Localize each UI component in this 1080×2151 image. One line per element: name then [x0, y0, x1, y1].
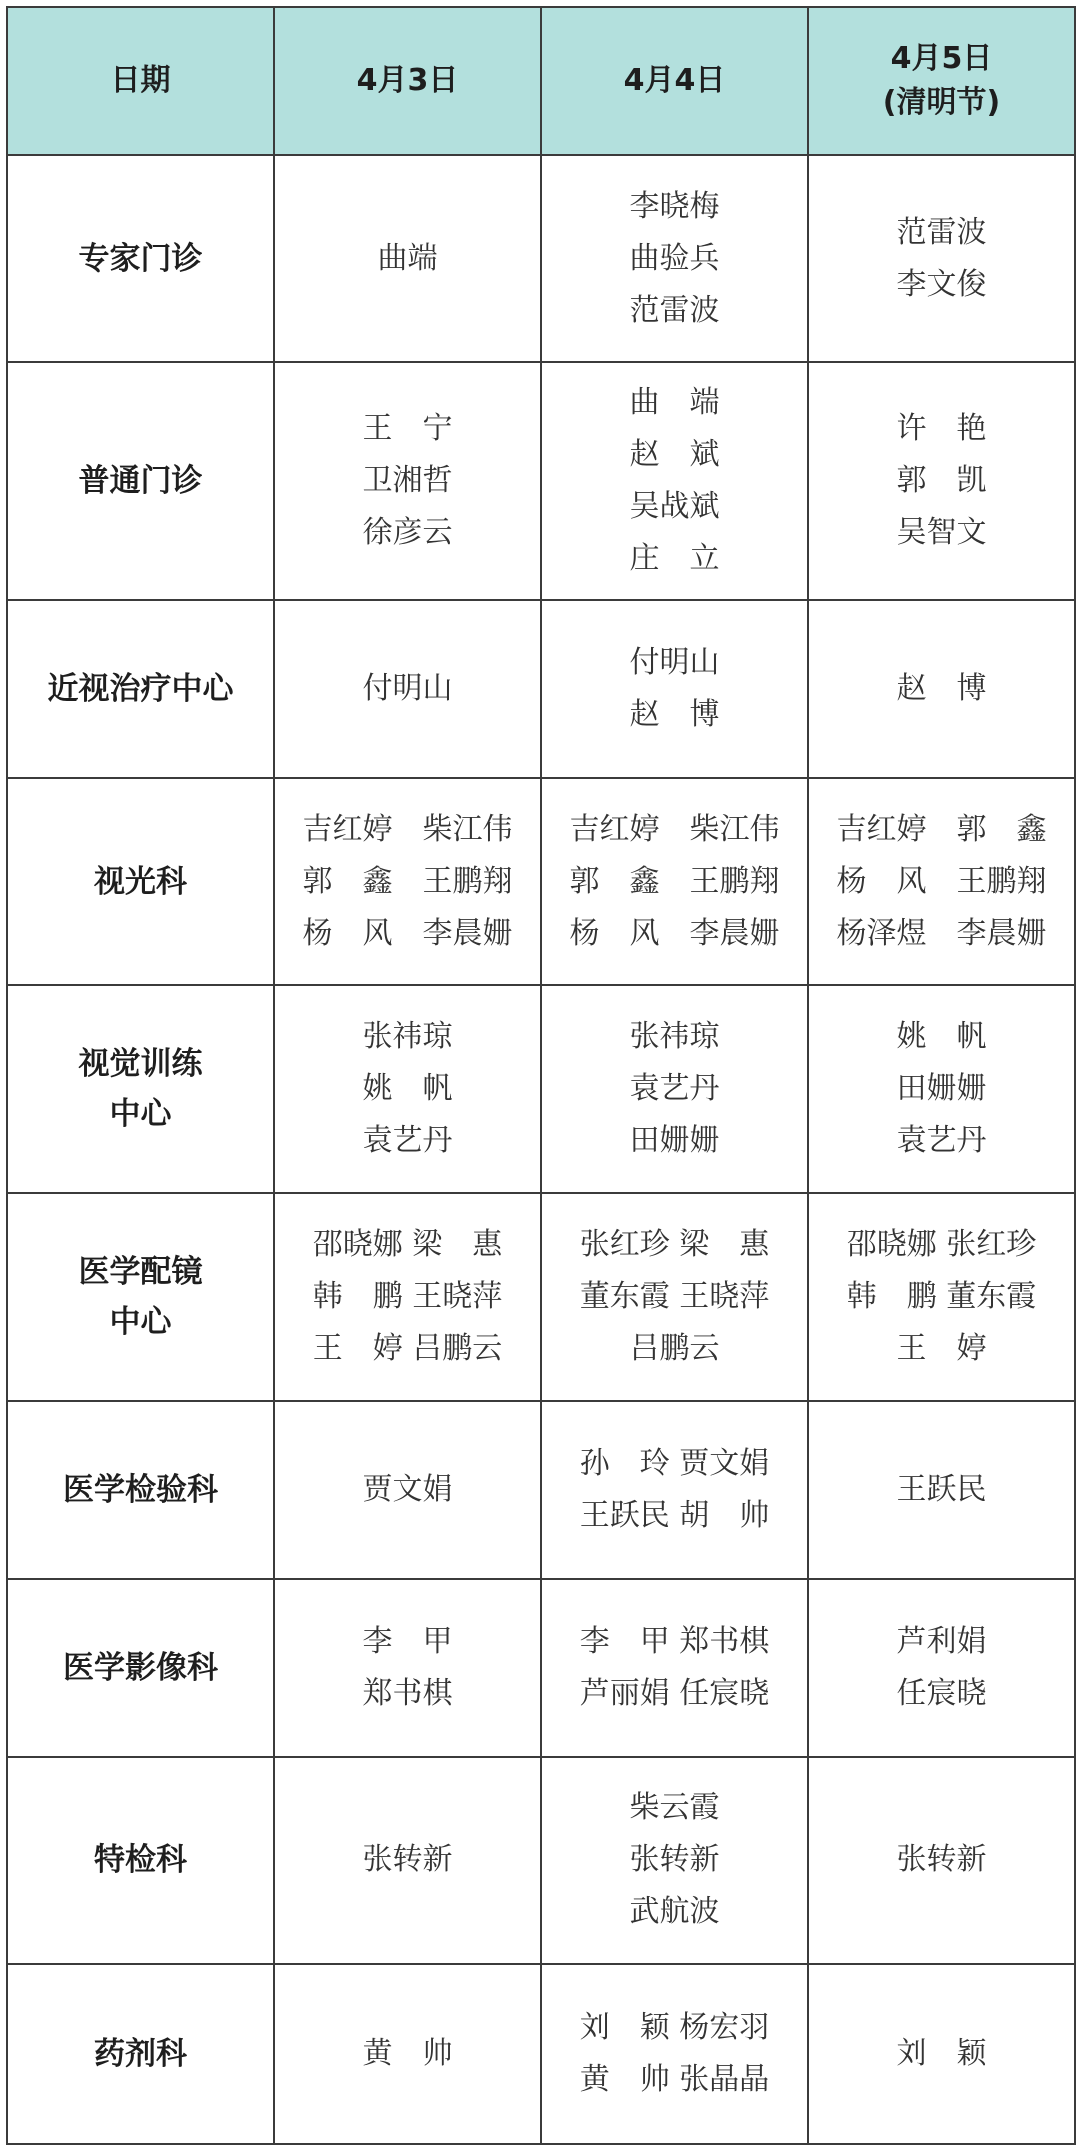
staff-names: 吉红婷 郭 鑫	[836, 811, 1047, 847]
staff-cell-day-2	[541, 1579, 808, 1757]
staff-cell-day-3	[808, 1579, 1075, 1757]
staff-names: 郭 鑫 王鹏翔	[302, 863, 513, 899]
staff-cell-day-3	[808, 1401, 1075, 1579]
table-row	[7, 1579, 1075, 1757]
staff-cell-day-2	[541, 985, 808, 1193]
staff-names: 袁艺丹	[896, 1123, 987, 1159]
table-row	[7, 1401, 1075, 1579]
header-day-1	[274, 7, 541, 155]
staff-names: 王 婷	[896, 1331, 987, 1367]
staff-names: 付明山	[362, 671, 453, 707]
staff-names: 韩 鹏 王晓萍	[312, 1279, 503, 1315]
staff-names: 郑书棋	[362, 1675, 453, 1711]
staff-names: 李 甲 郑书棋	[579, 1623, 770, 1659]
department-cell	[7, 985, 274, 1193]
header-day-3-holiday: (清明节)	[882, 85, 1001, 120]
department-cell	[7, 1757, 274, 1964]
table-row	[7, 1964, 1075, 2144]
staff-names: 田姗姗	[896, 1071, 987, 1107]
table-body	[7, 155, 1075, 2144]
department-cell	[7, 362, 274, 600]
department-cell	[7, 155, 274, 362]
staff-names: 卫湘哲	[362, 463, 453, 499]
staff-names: 袁艺丹	[629, 1071, 720, 1107]
staff-names: 吉红婷 柴江伟	[569, 811, 780, 847]
table-row	[7, 155, 1075, 362]
staff-cell-day-3	[808, 985, 1075, 1193]
staff-cell-day-1	[274, 1193, 541, 1400]
staff-cell-day-2	[541, 1757, 808, 1964]
staff-cell-day-3	[808, 155, 1075, 362]
department-name: 视光科	[94, 863, 187, 900]
header-date-text: 日期	[110, 63, 171, 98]
staff-names: 李文俊	[896, 266, 987, 302]
department-name: 近视治疗中心	[47, 671, 234, 708]
staff-names: 郭 凯	[896, 463, 987, 499]
staff-names: 赵 博	[896, 671, 987, 707]
staff-names: 杨 风 李晨姗	[302, 915, 513, 951]
department-name: 特检科	[94, 1842, 187, 1879]
header-row	[7, 7, 1075, 155]
staff-names: 张红珍 梁 惠	[579, 1227, 770, 1263]
department-cell	[7, 1579, 274, 1757]
staff-names: 付明山	[629, 645, 720, 681]
department-name: 医学影像科	[63, 1649, 218, 1686]
staff-names: 赵 博	[629, 697, 720, 733]
staff-names: 柴云霞	[629, 1790, 720, 1826]
staff-names: 李晓梅	[629, 188, 720, 224]
staff-names: 范雷波	[629, 292, 720, 328]
staff-cell-day-1	[274, 600, 541, 778]
department-name: 普通门诊	[78, 463, 203, 500]
staff-cell-day-3	[808, 1964, 1075, 2144]
staff-cell-day-1	[274, 362, 541, 600]
header-date-label	[7, 7, 274, 155]
staff-names: 范雷波	[896, 214, 987, 250]
staff-names: 赵 斌	[629, 437, 720, 473]
staff-names: 庄 立	[629, 541, 720, 577]
staff-names: 张转新	[362, 1842, 453, 1878]
department-cell	[7, 1193, 274, 1400]
staff-names: 吴智文	[896, 515, 987, 551]
department-name: 视觉训练	[78, 1046, 203, 1083]
department-cell	[7, 778, 274, 985]
staff-cell-day-2	[541, 155, 808, 362]
staff-names: 吉红婷 柴江伟	[302, 811, 513, 847]
department-name: 中心	[109, 1096, 172, 1133]
staff-cell-day-1	[274, 985, 541, 1193]
staff-cell-day-3	[808, 362, 1075, 600]
staff-names: 姚 帆	[362, 1071, 453, 1107]
header-day-2-text: 4月4日	[623, 63, 726, 98]
staff-cell-day-2	[541, 778, 808, 985]
staff-cell-day-2	[541, 1193, 808, 1400]
staff-names: 董东霞 王晓萍	[579, 1279, 770, 1315]
header-day-1-text: 4月3日	[356, 63, 459, 98]
staff-names: 袁艺丹	[362, 1123, 453, 1159]
staff-names: 张转新	[896, 1842, 987, 1878]
staff-names: 武航波	[629, 1894, 720, 1930]
staff-cell-day-3	[808, 1757, 1075, 1964]
department-name: 医学配镜	[78, 1254, 203, 1291]
staff-names: 田姗姗	[629, 1123, 720, 1159]
staff-names: 杨 风 李晨姗	[569, 915, 780, 951]
staff-names: 许 艳	[896, 411, 987, 447]
table-row	[7, 600, 1075, 778]
staff-names: 任宸晓	[896, 1675, 987, 1711]
staff-names: 曲验兵	[629, 240, 720, 276]
staff-names: 姚 帆	[896, 1019, 987, 1055]
staff-names: 吴战斌	[629, 489, 720, 525]
staff-names: 邵晓娜 张红珍	[846, 1227, 1037, 1263]
staff-cell-day-3	[808, 600, 1075, 778]
staff-cell-day-2	[541, 600, 808, 778]
staff-names: 王 宁	[362, 411, 453, 447]
department-name: 专家门诊	[78, 240, 203, 277]
staff-names: 刘 颖 杨宏羽	[579, 2009, 770, 2045]
department-name: 药剂科	[94, 2035, 187, 2072]
staff-cell-day-3	[808, 1193, 1075, 1400]
staff-names: 张转新	[629, 1842, 720, 1878]
staff-names: 王跃民 胡 帅	[579, 1497, 770, 1533]
staff-names: 曲 端	[629, 385, 720, 421]
staff-cell-day-1	[274, 1964, 541, 2144]
staff-names: 芦丽娟 任宸晓	[579, 1675, 770, 1711]
staff-names: 张祎琼	[362, 1019, 453, 1055]
staff-cell-day-2	[541, 1401, 808, 1579]
department-name: 医学检验科	[63, 1471, 218, 1508]
department-name: 中心	[109, 1304, 172, 1341]
staff-names: 张祎琼	[629, 1019, 720, 1055]
header-day-3-text: 4月5日	[890, 41, 993, 76]
staff-names: 郭 鑫 王鹏翔	[569, 863, 780, 899]
staff-cell-day-1	[274, 1757, 541, 1964]
staff-names: 吕鹏云	[629, 1331, 720, 1367]
header-day-3	[808, 7, 1075, 155]
staff-names: 邵晓娜 梁 惠	[312, 1227, 503, 1263]
staff-names: 王 婷 吕鹏云	[312, 1331, 503, 1367]
staff-names: 刘 颖	[896, 2035, 987, 2071]
staff-names: 孙 玲 贾文娟	[579, 1445, 770, 1481]
staff-names: 王跃民	[896, 1471, 987, 1507]
staff-cell-day-1	[274, 778, 541, 985]
department-cell	[7, 600, 274, 778]
department-cell	[7, 1401, 274, 1579]
duty-schedule-table	[6, 6, 1076, 2145]
staff-names: 杨泽煜 李晨姗	[836, 915, 1047, 951]
staff-cell-day-2	[541, 362, 808, 600]
staff-names: 黄 帅	[362, 2035, 453, 2071]
staff-cell-day-2	[541, 1964, 808, 2144]
staff-cell-day-1	[274, 1401, 541, 1579]
table-row	[7, 1193, 1075, 1400]
table-row	[7, 985, 1075, 1193]
staff-names: 曲端	[377, 240, 438, 276]
staff-names: 徐彦云	[362, 515, 453, 551]
staff-cell-day-1	[274, 155, 541, 362]
staff-names: 芦利娟	[896, 1623, 987, 1659]
staff-names: 杨 风 王鹏翔	[836, 863, 1047, 899]
table-row	[7, 778, 1075, 985]
table-row	[7, 1757, 1075, 1964]
staff-cell-day-1	[274, 1579, 541, 1757]
staff-cell-day-3	[808, 778, 1075, 985]
department-cell	[7, 1964, 274, 2144]
staff-names: 李 甲	[362, 1623, 453, 1659]
staff-names: 韩 鹏 董东霞	[846, 1279, 1037, 1315]
table-row	[7, 362, 1075, 600]
table-header	[7, 7, 1075, 155]
staff-names: 黄 帅 张晶晶	[579, 2061, 770, 2097]
staff-names: 贾文娟	[362, 1471, 453, 1507]
header-day-2	[541, 7, 808, 155]
